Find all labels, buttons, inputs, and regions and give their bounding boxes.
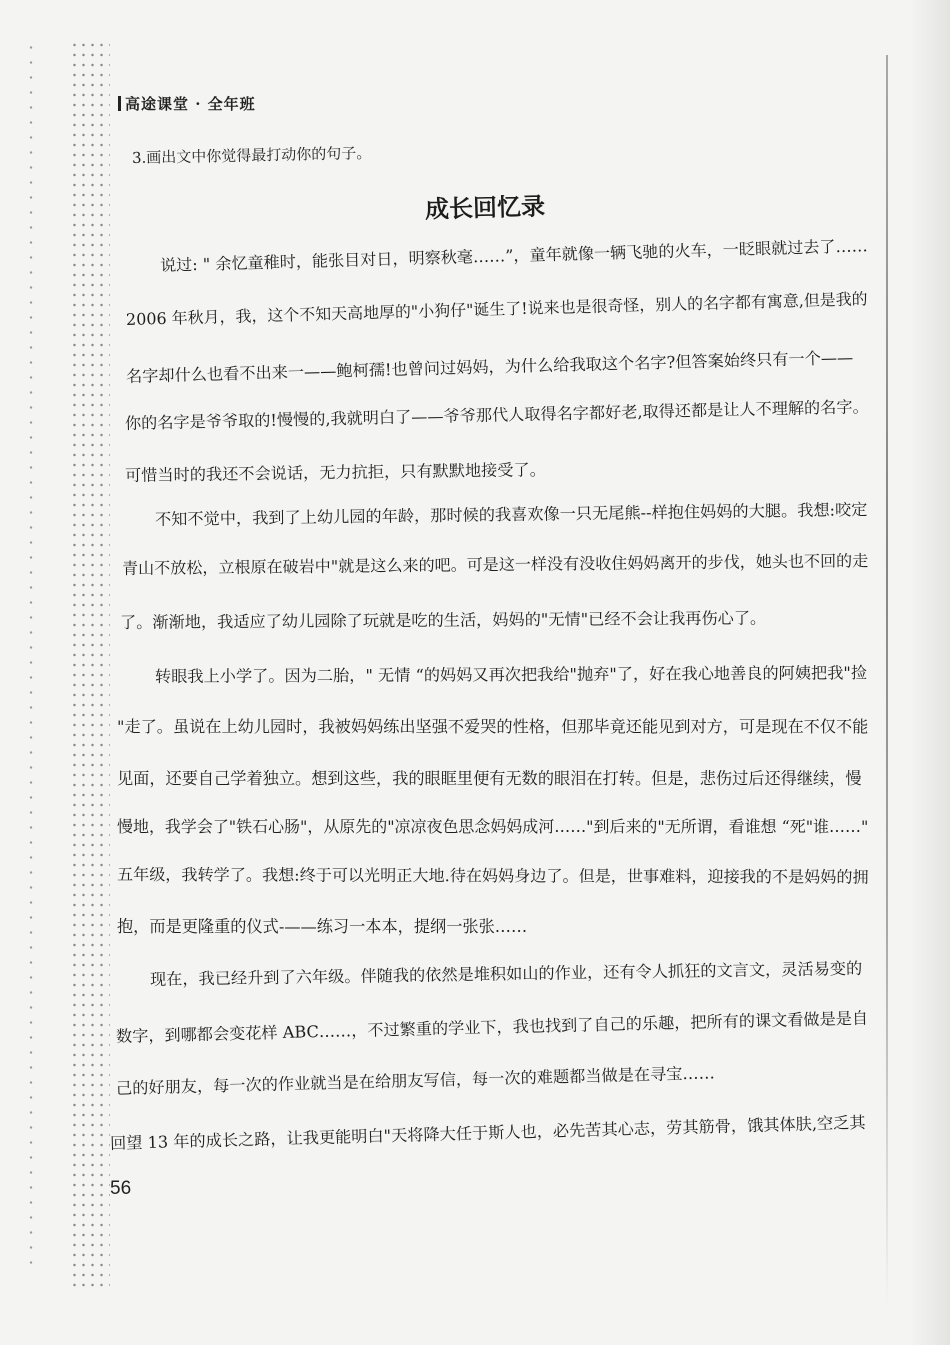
article-title: 成长回忆录 (424, 192, 546, 224)
page-edge-shadow (910, 0, 950, 1345)
article-line: 抱，而是更隆重的仪式-——练习一本本，提纲一张张…… (117, 917, 528, 936)
article-line: 己的好朋友，每一次的作业就当是在给朋友写信，每一次的难题都当做是在寻宝…… (115, 1063, 716, 1098)
header-label: 高途课堂 · 全年班 (125, 95, 256, 113)
article-line: 可惜当时的我还不会说话，无力抗拒，只有默默地接受了。 (124, 460, 546, 485)
article-line: 慢地，我学会了"铁石心肠"，从原先的"凉凉夜色思念妈妈成河……"到后来的"无所谓，看谁想 “死"谁……" (117, 817, 869, 836)
article-line: 回望 13 年的成长之路，让我更能明白"天将降大任于斯人也，必先苦其心志，劳其筋骨，饿其体肤,空乏其 (109, 1112, 866, 1153)
binding-dots-strip (26, 40, 36, 1270)
article-line: 不知不觉中，我到了上幼儿园的年龄，那时候的我喜欢像一只无尾熊--样抱住妈妈的大腿。我想:咬定 (154, 500, 868, 529)
article-line: "走了。虽说在上幼儿园时，我被妈妈练出坚强不爱哭的性格，但那毕竟还能见到对方，可是现在不仅不能 (117, 717, 869, 736)
article-line: 数字，到哪都会变花样 ABC……，不过繁重的学业下，我也找到了自己的乐趣，把所有的课文看做是是自 (115, 1008, 869, 1046)
article-line: 五年级，我转学了。我想:终于可以光明正大地.待在妈妈身边了。但是，世事难料，迎接我的不是妈妈的拥 (116, 865, 869, 887)
running-header (118, 93, 256, 114)
binding-dot-grid (70, 40, 110, 1290)
article-line: 说过: " 余忆童稚时，能张目对日，明察秋毫……”，童年就像一辆飞驰的火车，一眨眼就过去了…… (159, 236, 868, 275)
article-line: 了。渐渐地，我适应了幼儿园除了玩就是吃的生活，妈妈的"无情"已经不会让我再伤心了。 (119, 608, 767, 632)
article-line: 你的名字是爷爷取的!慢慢的,我就明白了——爷爷那代人取得名字都好老,取得还都是让人不理解的名字。 (124, 397, 869, 433)
article-line: 见面，还要自己学着独立。想到这些，我的眼眶里便有无数的眼泪在打转。但是，悲伤过后还得继续，慢 (117, 769, 862, 788)
article-line: 2006 年秋月，我，这个不知天高地厚的"小狗仔"诞生了!说来也是很奇怪，别人的名字都有寓意,但是我的 (125, 289, 868, 329)
header-bar-mark (118, 96, 121, 111)
exercise-question: 3.画出文中你觉得最打动你的句子。 (131, 143, 372, 167)
page-number: 56 (110, 1178, 132, 1199)
article-line: 青山不放松，立根原在破岩中"就是这么来的吧。可是这一样没有没收住妈妈离开的步伐，她头也不回的走 (121, 551, 869, 578)
article-line: 名字却什么也看不出来一——鲍柯孺!也曾问过妈妈，为什么给我取这个名字?但答案始终只有一个—— (125, 347, 854, 386)
article-line: 现在，我已经升到了六年级。伴随我的依然是堆积如山的作业，还有令人抓狂的文言文，灵活易变的 (149, 958, 863, 989)
page-edge-line (886, 55, 888, 1305)
article-line: 转眼我上小学了。因为二胎，" 无情 “的妈妈又再次把我给"抛弃"了，好在我心地善良的阿姨把我"捡 (154, 663, 868, 686)
